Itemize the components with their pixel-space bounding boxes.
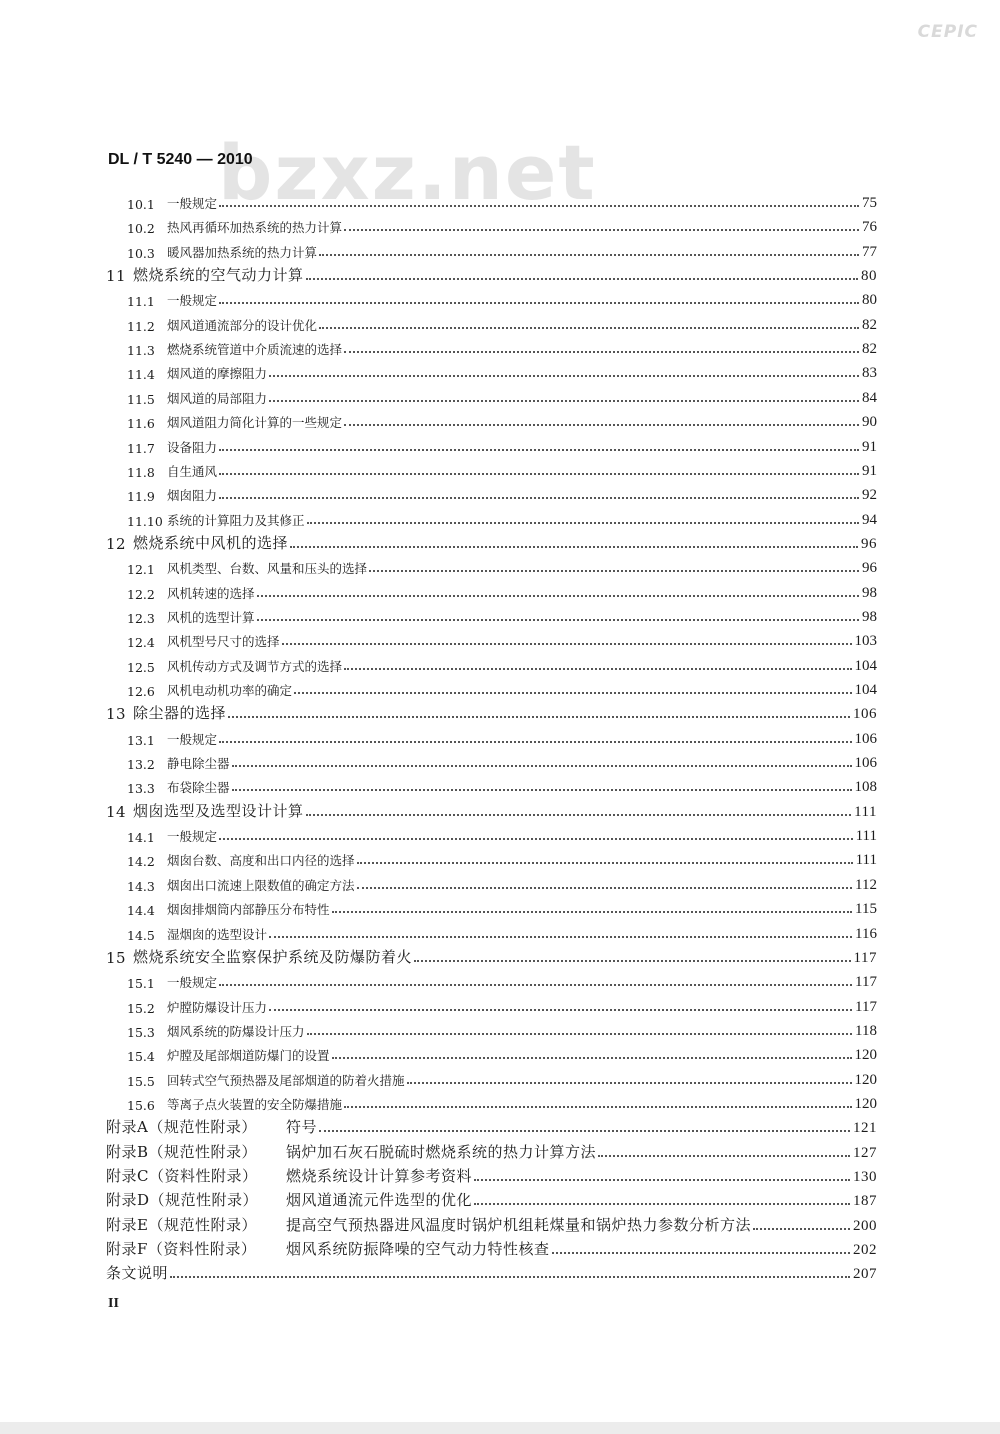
toc-entry-page: 111	[855, 828, 877, 845]
toc-entry-title: 烟风道通流元件选型的优化	[286, 1191, 473, 1210]
toc-entry-page: 98	[862, 584, 877, 601]
toc-entry[interactable]	[0, 748, 1000, 772]
toc-entry-number: 12.2	[127, 586, 155, 602]
toc-entry-label	[106, 1238, 550, 1259]
toc-entry-page: 121	[853, 1120, 877, 1137]
toc-entry-title: 燃烧系统中风机的选择	[133, 533, 289, 552]
toc-entry-page: 92	[862, 487, 877, 504]
toc-entry-page: 112	[855, 876, 877, 893]
dot-leader	[219, 984, 852, 986]
toc-entry[interactable]	[0, 894, 1000, 918]
toc-entry-label	[106, 1214, 751, 1235]
toc-entry-label	[106, 800, 304, 821]
dot-leader	[319, 327, 859, 329]
toc-entry-page: 118	[855, 1022, 877, 1039]
toc-entry[interactable]	[0, 1040, 1000, 1064]
toc-entry-number: 14.1	[127, 830, 155, 846]
dot-leader	[170, 1276, 850, 1278]
toc-entry-number: 15.1	[127, 976, 155, 992]
dot-leader	[290, 546, 858, 548]
toc-entry-title: 风机类型、台数、风量和压头的选择	[167, 561, 368, 577]
toc-entry-title: 烟囱排烟筒内部静压分布特性	[167, 902, 330, 918]
toc-entry[interactable]	[0, 943, 1000, 967]
toc-entry-title: 一般规定	[167, 196, 218, 211]
toc-entry[interactable]	[0, 310, 1000, 334]
dot-leader	[306, 814, 852, 816]
toc-entry-number: 14.4	[127, 903, 155, 919]
toc-entry-number: 14.2	[127, 854, 155, 870]
toc-entry[interactable]	[0, 626, 1000, 650]
dot-leader	[753, 1228, 850, 1230]
dot-leader	[282, 643, 852, 645]
toc-entry-page: 111	[854, 803, 877, 820]
toc-entry-title: 燃烧系统安全监察保护系统及防爆防着火	[133, 947, 413, 966]
toc-entry-number: 15.6	[127, 1097, 155, 1113]
toc-entry[interactable]	[0, 285, 1000, 309]
dot-leader	[552, 1252, 850, 1254]
toc-entry-label	[127, 413, 342, 431]
toc-entry-label	[127, 1046, 330, 1064]
toc-entry-label	[127, 389, 267, 407]
toc-entry[interactable]	[0, 480, 1000, 504]
toc-entry-label	[127, 973, 217, 991]
toc-entry-page: 103	[854, 633, 877, 650]
toc-entry-label	[106, 1141, 596, 1162]
toc-entry-page: 83	[862, 365, 877, 382]
toc-entry-page: 106	[854, 755, 877, 772]
toc-entry-label	[127, 925, 267, 943]
toc-entry-page: 90	[862, 414, 877, 431]
toc-entry-page: 117	[855, 998, 877, 1015]
dot-leader	[219, 449, 859, 451]
toc-entry-number: 15.4	[127, 1049, 155, 1065]
toc-entry[interactable]	[0, 407, 1000, 431]
toc-entry-title: 回转式空气预热器及尾部烟道的防着火措施	[167, 1072, 405, 1088]
dot-leader	[307, 1033, 853, 1035]
toc-entry-page: 94	[862, 511, 877, 528]
dot-leader	[219, 741, 851, 743]
toc-entry[interactable]	[0, 553, 1000, 577]
toc-entry-number: 11.6	[127, 416, 155, 432]
toc-entry-title: 一般规定	[167, 829, 218, 845]
toc-entry-number: 11.5	[127, 391, 155, 407]
toc-entry-title: 烟风道阻力简化计算的一些规定	[167, 415, 343, 431]
toc-entry[interactable]	[0, 1186, 1000, 1210]
watermark: bzxz.net	[218, 128, 597, 217]
toc-entry[interactable]	[0, 358, 1000, 382]
toc-entry-label	[127, 340, 342, 358]
toc-entry-number: 10.3	[127, 245, 155, 261]
toc-entry-page: 127	[853, 1144, 877, 1161]
toc-entry[interactable]	[0, 432, 1000, 456]
toc-entry-label	[127, 462, 217, 480]
dot-leader	[306, 278, 858, 280]
toc-entry-title: 风机电动机功率的确定	[167, 683, 293, 698]
dot-leader	[269, 375, 859, 377]
toc-entry[interactable]	[0, 261, 1000, 285]
toc-entry[interactable]	[0, 797, 1000, 821]
toc-entry-number: 14	[106, 802, 127, 821]
toc-entry-title: 一般规定	[167, 293, 218, 309]
dot-leader	[219, 838, 853, 840]
toc-entry-title: 湿烟囱的选型设计	[167, 926, 268, 942]
toc-entry-number: 11.7	[127, 440, 155, 456]
toc-entry-title: 风机型号尺寸的选择	[167, 634, 280, 650]
toc-entry[interactable]	[0, 651, 1000, 675]
toc-entry-label	[127, 998, 267, 1016]
dot-leader	[319, 1130, 850, 1132]
toc-entry-page: 117	[855, 974, 877, 991]
toc-entry-title: 烟囱出口流速上限数值的确定方法	[167, 877, 355, 893]
toc-entry-number: 13.3	[127, 781, 155, 797]
toc-entry-number: 11.2	[127, 318, 155, 334]
toc-entry-page: 115	[855, 901, 877, 918]
toc-entry-page: 200	[853, 1217, 877, 1234]
toc-entry-label	[127, 608, 255, 626]
toc-entry[interactable]	[0, 1113, 1000, 1137]
toc-entry[interactable]	[0, 505, 1000, 529]
dot-leader	[474, 1179, 850, 1181]
toc-entry-title: 燃烧系统管道中介质流速的选择	[167, 342, 343, 358]
toc-entry-label	[127, 438, 217, 456]
toc-entry-page: 120	[854, 1095, 877, 1112]
toc-entry-title: 烟囱选型及选型设计计算	[133, 801, 304, 820]
toc-entry-label	[127, 511, 305, 529]
toc-entry-page: 82	[862, 341, 877, 358]
toc-entry-number: 11.4	[127, 367, 155, 383]
dot-leader	[598, 1155, 850, 1157]
toc-entry-page: 117	[853, 949, 877, 966]
toc-entry-number: 附录D（规范性附录）	[106, 1191, 259, 1210]
toc-entry-title: 符号	[286, 1118, 318, 1137]
toc-entry-label	[127, 778, 230, 796]
dot-leader	[257, 595, 859, 597]
dot-leader	[357, 887, 853, 889]
toc-entry-label	[127, 876, 355, 894]
toc-entry[interactable]	[0, 1211, 1000, 1235]
toc-entry-number: 14.5	[127, 927, 155, 943]
toc-entry[interactable]	[0, 699, 1000, 723]
toc-entry[interactable]	[0, 1235, 1000, 1259]
dot-leader	[269, 1009, 852, 1011]
toc-entry-title: 烟囱台数、高度和出口内径的选择	[167, 853, 355, 869]
toc-entry-page: 75	[862, 195, 877, 211]
toc-entry-number: 12.3	[127, 610, 155, 626]
dot-leader	[407, 1082, 852, 1084]
toc-entry[interactable]	[0, 212, 1000, 236]
toc-entry-label	[127, 1071, 405, 1089]
toc-entry-page: 77	[862, 243, 877, 260]
dot-leader	[344, 1106, 851, 1108]
dot-leader	[344, 229, 859, 231]
toc-entry-title: 设备阻力	[167, 439, 218, 455]
toc-entry-label	[127, 316, 317, 334]
toc-entry-number: 15.3	[127, 1024, 155, 1040]
toc-entry-number: 12.4	[127, 635, 155, 651]
dot-leader	[294, 692, 851, 694]
dot-leader	[228, 716, 850, 718]
toc-entry-title: 锅炉加石灰石脱硫时燃烧系统的热力计算方法	[286, 1142, 597, 1161]
toc-entry[interactable]	[0, 772, 1000, 796]
toc-entry-number: 12.1	[127, 562, 155, 578]
toc-entry[interactable]	[0, 529, 1000, 553]
toc-entry-title: 自生通风	[167, 463, 218, 479]
toc-entry-title: 烟风系统的防爆设计压力	[167, 1023, 305, 1039]
toc-entry-label	[106, 532, 288, 553]
dot-leader	[219, 473, 859, 475]
dot-leader	[369, 570, 859, 572]
toc-entry-label	[127, 900, 330, 918]
toc-entry-title: 烟囱阻力	[167, 488, 218, 504]
toc-entry-number: 附录E（规范性附录）	[106, 1215, 257, 1234]
toc-entry[interactable]	[0, 334, 1000, 358]
toc-entry-number: 11.1	[127, 294, 155, 310]
toc-entry-label	[127, 194, 217, 212]
toc-entry-title: 烟风系统防振降噪的空气动力特性核查	[286, 1240, 550, 1259]
toc-entry-number: 附录C（资料性附录）	[106, 1167, 258, 1185]
toc-entry-title: 风机的选型计算	[167, 609, 255, 625]
toc-entry[interactable]	[0, 1138, 1000, 1162]
dot-leader	[219, 497, 859, 499]
dot-leader	[344, 668, 851, 670]
toc-entry-number: 11.3	[127, 343, 155, 359]
toc-entry-number: 10.1	[127, 197, 155, 212]
toc-entry-number: 11.8	[127, 464, 155, 480]
page-number-footer: II	[108, 1296, 119, 1311]
toc-entry-title: 炉膛及尾部烟道防爆门的设置	[167, 1048, 330, 1064]
toc-entry-title: 系统的计算阻力及其修正	[167, 512, 305, 528]
dot-leader	[344, 424, 859, 426]
toc-entry-page: 80	[861, 268, 877, 285]
toc-entry-title: 一般规定	[167, 975, 218, 991]
toc-entry-label	[127, 486, 217, 504]
toc-entry-title: 烟风道通流部分的设计优化	[167, 317, 318, 333]
toc-entry-number: 13	[106, 705, 127, 724]
toc-entry-page: 91	[862, 438, 877, 455]
toc-entry[interactable]	[0, 578, 1000, 602]
toc-entry-page: 96	[862, 560, 877, 577]
dot-leader	[357, 862, 853, 864]
toc-entry-page: 104	[854, 682, 877, 698]
document-id: DL / T 5240 — 2010	[108, 151, 253, 168]
toc-entry-number: 附录F（资料性附录）	[106, 1240, 257, 1259]
toc-entry-label	[127, 632, 280, 650]
toc-entry-label	[127, 827, 217, 845]
toc-entry-number: 13.2	[127, 757, 155, 773]
dot-leader	[269, 400, 859, 402]
toc-entry-title: 提高空气预热器进风温度时锅炉机组耗煤量和锅炉热力参数分析方法	[286, 1215, 752, 1234]
toc-entry-title: 一般规定	[167, 731, 218, 747]
toc-entry-number: 11.10	[127, 513, 163, 529]
toc-entry-number: 12	[106, 534, 127, 553]
dot-leader	[307, 522, 859, 524]
toc-entry-number: 12.5	[127, 659, 155, 675]
toc-entry[interactable]	[0, 1259, 1000, 1283]
toc-entry-page: 187	[853, 1193, 877, 1210]
toc-entry[interactable]	[0, 1016, 1000, 1040]
toc-entry-number: 10.2	[127, 221, 155, 237]
toc-entry-title: 风机转速的选择	[167, 585, 255, 601]
toc-entry-title: 炉膛防爆设计压力	[167, 999, 268, 1015]
dot-leader	[332, 1057, 852, 1059]
toc-entry-number: 14.3	[127, 878, 155, 894]
toc-entry[interactable]	[0, 724, 1000, 748]
toc-entry-title: 静电除尘器	[167, 756, 230, 772]
dot-leader	[219, 302, 859, 304]
toc-entry-label	[127, 681, 292, 699]
toc-entry-label	[127, 754, 230, 772]
toc-entry[interactable]	[0, 1162, 1000, 1186]
toc-entry[interactable]	[0, 870, 1000, 894]
toc-entry-page: 130	[853, 1169, 877, 1185]
toc-entry-label	[127, 218, 342, 236]
publisher-logo: CEPIC	[917, 22, 978, 42]
toc-entry-title: 燃烧系统的空气动力计算	[133, 266, 304, 285]
toc-entry-title: 热风再循环加热系统的热力计算	[167, 220, 343, 236]
toc-entry-page: 82	[862, 316, 877, 333]
toc-entry-label	[127, 730, 217, 748]
toc-entry-label	[127, 559, 367, 577]
toc-entry-page: 106	[853, 706, 877, 723]
toc-entry-number: 附录A（规范性附录）	[106, 1118, 257, 1137]
toc-entry-page: 202	[853, 1242, 877, 1259]
toc-entry-number: 15.5	[127, 1073, 155, 1089]
toc-entry-page: 207	[853, 1266, 877, 1283]
toc-entry-title: 等离子点火装置的安全防爆措施	[167, 1096, 343, 1112]
toc-entry-label	[127, 1022, 305, 1040]
toc-entry[interactable]	[0, 1089, 1000, 1113]
toc-entry-label	[106, 264, 304, 285]
dot-leader	[344, 351, 859, 353]
toc-entry-page: 106	[854, 730, 877, 747]
toc-entry-page: 111	[855, 852, 877, 869]
toc-entry-label	[106, 1262, 168, 1283]
toc-entry-title: 烟风道的局部阻力	[167, 390, 268, 406]
toc-entry-label	[127, 851, 355, 869]
dot-leader	[219, 205, 859, 207]
toc-entry-title: 暖风器加热系统的热力计算	[167, 244, 318, 260]
viewer-bottom-bar	[0, 1422, 1000, 1434]
dot-leader	[414, 960, 851, 962]
toc-entry-title: 除尘器的选择	[133, 704, 227, 723]
toc-entry-page: 80	[862, 292, 877, 309]
toc-entry-label	[127, 584, 255, 602]
toc-entry-label	[127, 291, 217, 309]
toc-entry[interactable]	[0, 919, 1000, 943]
toc-entry-title: 条文说明	[106, 1264, 169, 1283]
toc-entry-page: 76	[862, 219, 877, 236]
dot-leader	[232, 789, 852, 791]
toc-entry-page: 98	[862, 608, 877, 625]
toc-entry-number: 15	[106, 948, 127, 967]
toc-entry-label	[106, 702, 226, 723]
toc-entry-page: 104	[854, 657, 877, 674]
dot-leader	[474, 1203, 850, 1205]
toc-entry-page: 120	[854, 1071, 877, 1088]
toc-entry-number: 11	[106, 267, 127, 286]
dot-leader	[319, 254, 859, 256]
toc-entry-title: 烟风道的摩擦阻力	[167, 366, 268, 382]
toc-entry-number: 12.6	[127, 684, 155, 699]
dot-leader	[257, 619, 859, 621]
toc-entry-page: 84	[862, 389, 877, 406]
toc-entry-number: 15.2	[127, 1000, 155, 1016]
toc-entry[interactable]	[0, 1065, 1000, 1089]
toc-entry[interactable]	[0, 188, 1000, 212]
toc-entry[interactable]	[0, 237, 1000, 261]
dot-leader	[332, 911, 853, 913]
toc-entry-number: 11.9	[127, 489, 155, 505]
toc-entry-label	[127, 243, 317, 261]
toc-entry[interactable]	[0, 456, 1000, 480]
toc-entry-title: 风机传动方式及调节方式的选择	[167, 658, 343, 674]
toc-entry-page: 96	[861, 535, 877, 552]
toc-entry-page: 116	[855, 925, 877, 942]
dot-leader	[269, 936, 852, 938]
toc-entry-label	[106, 1189, 472, 1210]
toc-entry-label	[127, 364, 267, 382]
toc-entry-number: 13.1	[127, 732, 155, 748]
toc-entry[interactable]	[0, 675, 1000, 699]
toc-entry-page: 108	[854, 779, 877, 796]
toc-entry[interactable]	[0, 845, 1000, 869]
toc-entry-title: 燃烧系统设计计算参考资料	[286, 1167, 473, 1185]
toc-entry[interactable]	[0, 992, 1000, 1016]
toc-entry-label	[106, 1116, 317, 1137]
toc-entry[interactable]	[0, 821, 1000, 845]
toc-entry-number: 附录B（规范性附录）	[106, 1142, 258, 1161]
dot-leader	[232, 765, 852, 767]
toc-entry-label	[127, 657, 342, 675]
toc-entry-label	[106, 1165, 472, 1186]
toc-entry[interactable]	[0, 967, 1000, 991]
toc-entry[interactable]	[0, 383, 1000, 407]
toc-entry-page: 120	[854, 1047, 877, 1064]
toc-entry-label	[106, 946, 412, 967]
toc-entry-page: 91	[862, 462, 877, 479]
toc-entry-label	[127, 1095, 342, 1113]
toc-entry-title: 布袋除尘器	[167, 780, 230, 796]
toc-entry[interactable]	[0, 602, 1000, 626]
